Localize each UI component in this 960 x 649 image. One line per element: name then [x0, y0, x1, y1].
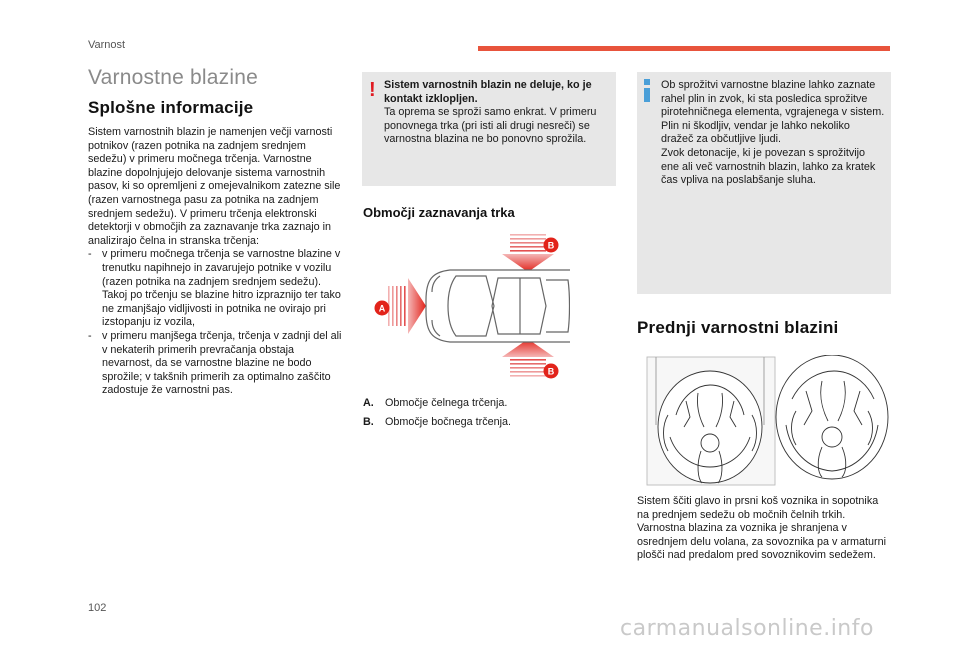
list-item — [88, 248, 344, 330]
list-dash: - — [88, 248, 92, 261]
warning-text — [384, 79, 606, 147]
watermark: carmanualsonline.info — [620, 616, 874, 641]
front-impact-arrows — [388, 278, 426, 334]
zone-marker-a-label: A — [378, 303, 386, 314]
list-item-text: v primeru manjšega trčenja, trčenja v zadnji del ali v nekaterih primerih prevračanja obstaja nevarnost, da se varnostne blazine ne bodo sprožile; v takšnih primerih za optimalno zaščito zadostuje že varnostni pas. — [102, 329, 342, 397]
list-dash: - — [88, 329, 92, 342]
detection-zones-heading: Območji zaznavanja trka — [363, 205, 515, 220]
info-line: Zvok detonacije, ki je povezan s sprožitvijo ene ali več varnostnih blazin, lahko za kratek čas vpliva na poslabšanje sluha. — [661, 146, 876, 187]
passenger-airbag-illustration — [776, 355, 888, 479]
legend-key: B. — [363, 416, 374, 428]
legend-text: Območje bočnega trčenja. — [385, 416, 512, 428]
info-icon — [644, 79, 650, 101]
zone-marker-b-label: B — [547, 366, 555, 377]
legend-item — [363, 413, 511, 432]
info-line: Plin ni škodljiv, vendar je lahko nekoliko dražeč za občutljive ljudi. — [661, 119, 850, 146]
warning-box — [362, 72, 616, 186]
zone-marker-b-bottom — [544, 364, 559, 379]
general-info-text — [88, 126, 344, 398]
section-label: Varnost — [88, 39, 126, 51]
general-info-heading: Splošne informacije — [88, 98, 254, 117]
driver-airbag-illustration — [647, 357, 775, 485]
car-impact-zones-diagram — [370, 228, 570, 383]
general-info-paragraph: Sistem varnostnih blazin je namenjen večji varnosti potnikov (razen potnika na zadnjem srednjem sedežu) v primeru močnega trčenja. Varnostne blazine dopolnjujejo delovanje sistema varnostnih pasov, ki so opremljeni z omejevalnikom zatezne sile (razen varnostnega pasu za potnika na zadnjem srednjem sedežu). V primeru trčenja elektronski detektorji v območjih za zaznavanje trka zaznajo in analizirajo čelna in stranska trčenja: — [88, 126, 341, 247]
page-number: 102 — [88, 602, 107, 614]
header-accent-bar — [478, 46, 890, 51]
legend-item — [363, 394, 511, 413]
warning-bold-text: Sistem varnostnih blazin ne deluje, ko je kontakt izklopljen. — [384, 79, 592, 105]
list-item — [88, 330, 344, 398]
info-box — [637, 72, 891, 294]
front-airbags-illustration — [646, 355, 890, 487]
warning-icon: ! — [369, 79, 376, 101]
front-airbags-heading: Prednji varnostni blazini — [637, 318, 839, 337]
zones-legend — [363, 394, 511, 432]
zone-marker-b-label: B — [547, 240, 555, 251]
info-line: Ob sprožitvi varnostne blazine lahko zaznate rahel plin in zvok, ki sta posledica sprožitve pirotehničnega elementa, vgrajenega v sistem. — [661, 79, 885, 119]
front-airbags-text — [637, 495, 891, 563]
legend-key: A. — [363, 397, 374, 409]
list-item-text: v primeru močnega trčenja se varnostne blazine v trenutku napihnejo in zavarujejo potnike v vozilu (razen potnika na zadnjem srednjem sedežu). Takoj po trčenju se blazine hitro izpraznijo ter tako ne zmanjšajo vidljivosti in potnika ne ovirajo pri izstopanju iz vozila, — [102, 248, 341, 329]
zone-marker-b-top — [544, 238, 559, 253]
front-airbags-line: Varnostna blazina za voznika je shranjena v osrednjem delu volana, za sovoznika pa v armaturni plošči nad predalom pred sovoznikovim sedežem. — [637, 522, 887, 562]
warning-body-text: Ta oprema se sproži samo enkrat. V primeru ponovnega trka (pri isti ali drugi nesreči) se varnostna blazina ne bo ponovno sprožila. — [384, 106, 597, 146]
front-airbags-line: Sistem ščiti glavo in prsni koš voznika in sopotnika na prednjem sedežu ob močnih čelnih trkih. — [637, 495, 879, 521]
legend-text: Območje čelnega trčenja. — [385, 397, 508, 409]
info-text — [661, 79, 885, 188]
car-top-view — [426, 270, 570, 342]
page-title: Varnostne blazine — [88, 66, 258, 89]
zone-marker-a — [375, 301, 390, 316]
